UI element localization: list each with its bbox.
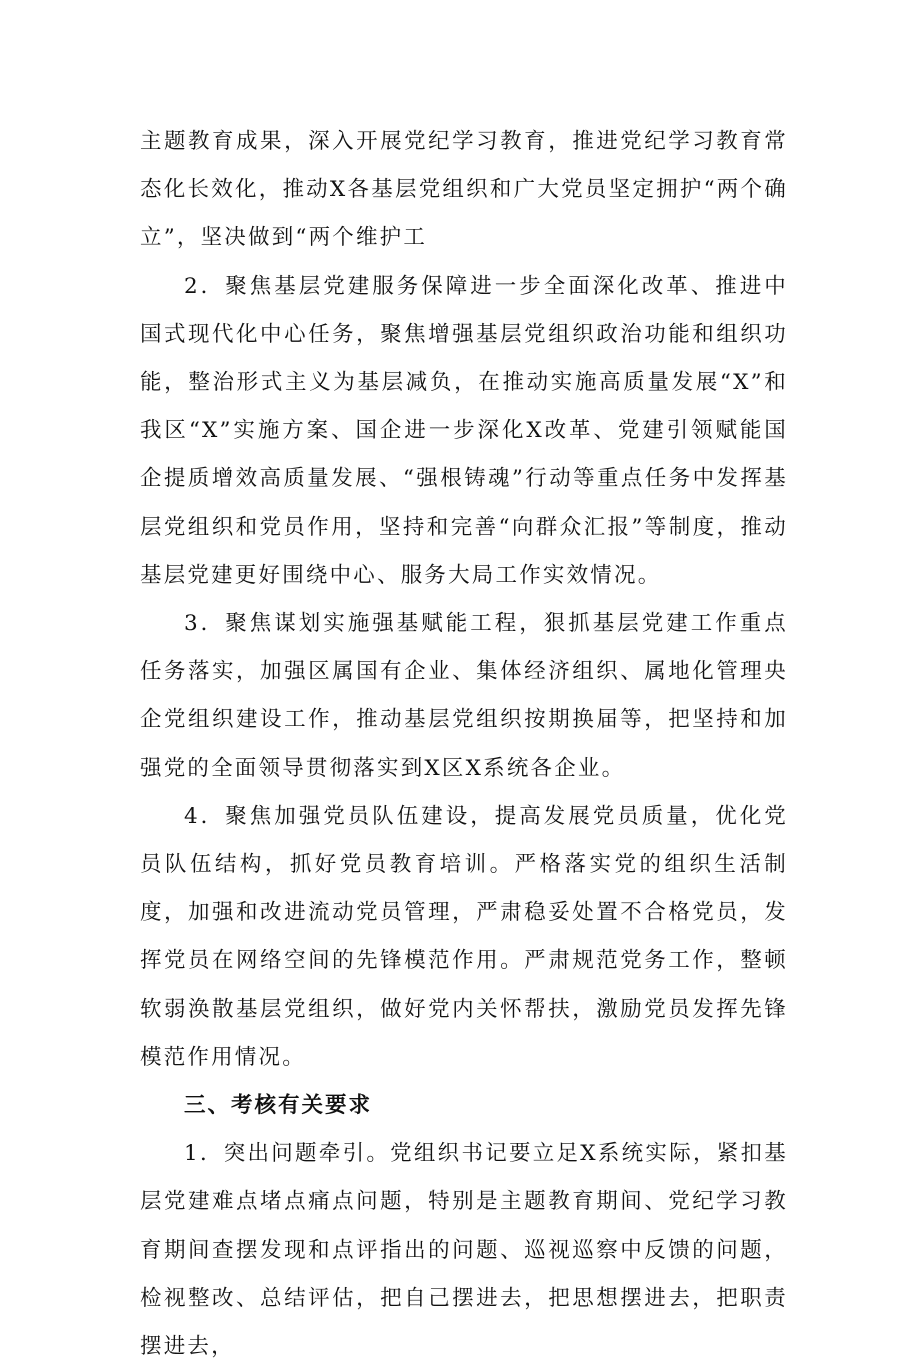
paragraph-requirement-1: 1．突出问题牵引。党组织书记要立足X系统实际，紧扣基层党建难点堵点痛点问题，特别是主题教育期间、党纪学习教育期间查摆发现和点评指出的问题、巡视巡察中反馈的问题，检视整改、总结评估，把自己摆进去，把思想摆进去，把职责摆进去， (140, 1141, 788, 1360)
paragraph-item-4: 4．聚焦加强党员队伍建设，提高发展党员质量，优化党员队伍结构，抓好党员教育培训。严格落实党的组织生活制度，加强和改进流动党员管理，严肃稳妥处置不合格党员，发挥党员在网络空间的先锋模范作用。严肃规范党务工作，整顿软弱涣散基层党组织，做好党内关怀帮扶，激励党员发挥先锋模范作用情况。 (140, 803, 788, 1070)
section-heading: 三、考核有关要求 (184, 1093, 373, 1119)
paragraph-item-3: 3．聚焦谋划实施强基赋能工程，狠抓基层党建工作重点任务落实，加强区属国有企业、集体经济组织、属地化管理央企党组织建设工作，推动基层党组织按期换届等，把坚持和加强党的全面领导贯彻落实到X区X系统各企业。 (140, 611, 788, 781)
paragraph-continuation: 主题教育成果，深入开展党纪学习教育，推进党纪学习教育常态化长效化，推动X各基层党组织和广大党员坚定拥护“两个确立”，坚决做到“两个维护工 (140, 129, 788, 251)
document-body (140, 118, 788, 1371)
paragraph-item-2: 2．聚焦基层党建服务保障进一步全面深化改革、推进中国式现代化中心任务，聚焦增强基层党组织政治功能和组织功能，整治形式主义为基层减负，在推动实施高质量发展“X”和我区“X”实施方案、国企进一步深化X改革、党建引领赋能国企提质增效高质量发展、“强根铸魂”行动等重点任务中发挥基层党组织和党员作用，坚持和完善“向群众汇报”等制度，推动基层党建更好围绕中心、服务大局工作实效情况。 (140, 273, 788, 588)
